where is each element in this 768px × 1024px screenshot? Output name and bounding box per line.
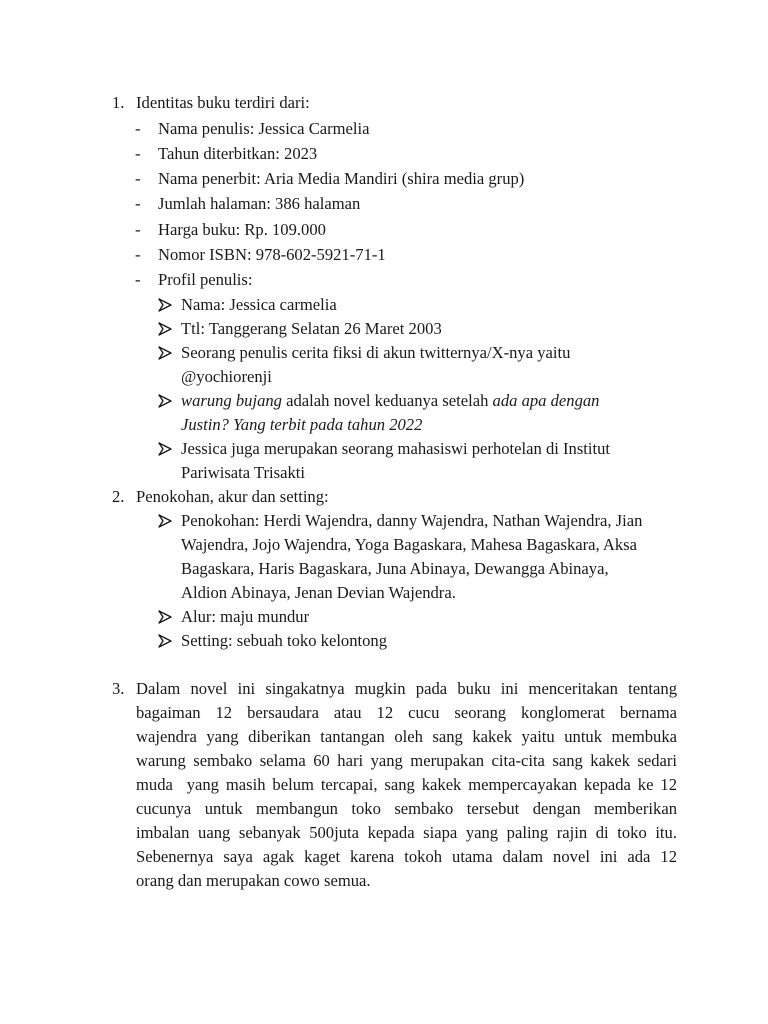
characters-line: Penokohan: Herdi Wajendra, danny Wajendra, Nathan Wajendra, Jian (181, 511, 643, 530)
dash-bullet: - (135, 245, 141, 264)
identity-item-price: Harga buku: Rp. 109.000 (158, 220, 326, 239)
novel-title: warung bujang (181, 391, 282, 410)
profile-novel-line-2 (181, 415, 422, 435)
profile-student-line-1: Jessica juga merupakan seorang mahasiswi perhotelan di Institut (181, 439, 611, 458)
summary-line: cucunya untuk membangun toko sembako tersebut dengan memberikan (136, 799, 677, 818)
plot-item: Alur: maju mundur (181, 607, 310, 626)
dash-bullet: - (135, 220, 141, 239)
arrow-bullet-icon (158, 511, 172, 528)
identity-item-isbn: Nomor ISBN: 978-602-5921-71-1 (158, 245, 386, 264)
dash-bullet: - (135, 169, 141, 188)
section-2-title: Penokohan, akur dan setting: (136, 487, 329, 506)
arrow-bullet-icon (158, 391, 172, 408)
identity-item-year: Tahun diterbitkan: 2023 (158, 144, 318, 163)
summary-line: wajendra yang diberikan tantangan oleh sang kakek yaitu untuk membuka (136, 727, 677, 746)
profile-birth: Ttl: Tanggerang Selatan 26 Maret 2003 (181, 319, 442, 338)
dash-bullet: - (135, 270, 141, 289)
summary-line: muda yang masih belum tercapai, sang kakek mempercayakan kepada ke 12 (136, 775, 677, 794)
identity-item-publisher: Nama penerbit: Aria Media Mandiri (shira media grup) (158, 169, 525, 188)
arrow-bullet-icon (158, 343, 172, 360)
setting-item: Setting: sebuah toko kelontong (181, 631, 388, 650)
characters-line: Bagaskara, Haris Bagaskara, Juna Abinaya, Dewangga Abinaya, (181, 559, 609, 578)
profile-writer-line-2: @yochiorenji (181, 367, 272, 386)
summary-line: Sebenernya saya agak kaget karena tokoh utama dalam novel ini ada 12 (136, 847, 677, 866)
section-1-title: Identitas buku terdiri dari: (136, 93, 310, 112)
profile-student-line-2: Pariwisata Trisakti (181, 463, 305, 482)
previous-novel-title: ada apa dengan (492, 391, 600, 410)
dash-bullet: - (135, 119, 141, 138)
profile-novel-line-1 (181, 391, 599, 411)
arrow-bullet-icon (158, 295, 172, 312)
dash-bullet: - (135, 144, 141, 163)
summary-line: imbalan uang sebanyak 500juta kepada siapa yang paling rajin di toko itu. (136, 823, 677, 842)
novel-text: adalah novel keduanya setelah (281, 391, 493, 410)
profile-name: Nama: Jessica carmelia (181, 295, 337, 314)
arrow-bullet-icon (158, 439, 172, 456)
profile-writer-line-1: Seorang penulis cerita fiksi di akun twitternya/X-nya yaitu (181, 343, 571, 362)
section-1-number: 1. (112, 93, 125, 112)
characters-line: Wajendra, Jojo Wajendra, Yoga Bagaskara, Mahesa Bagaskara, Aksa (181, 535, 637, 554)
arrow-bullet-icon (158, 631, 172, 648)
summary-line: warung sembako selama 60 hari yang merupakan cita-cita sang kakek sedari (136, 751, 677, 770)
dash-bullet: - (135, 194, 141, 213)
summary-line: Dalam novel ini singakatnya mugkin pada buku ini menceritakan tentang (136, 679, 677, 698)
characters-line: Aldion Abinaya, Jenan Devian Wajendra. (181, 583, 456, 602)
summary-line: orang dan merupakan cowo semua. (136, 871, 371, 890)
identity-item-author: Nama penulis: Jessica Carmelia (158, 119, 370, 138)
identity-item-pages: Jumlah halaman: 386 halaman (158, 194, 361, 213)
arrow-bullet-icon (158, 607, 172, 624)
arrow-bullet-icon (158, 319, 172, 336)
section-2-number: 2. (112, 487, 125, 506)
section-3-number: 3. (112, 679, 125, 698)
previous-novel-title-cont: Justin? Yang terbit pada tahun 2022 (181, 415, 423, 434)
summary-line: bagaiman 12 bersaudara atau 12 cucu seorang konglomerat bernama (136, 703, 677, 722)
identity-item-profile: Profil penulis: (158, 270, 253, 289)
